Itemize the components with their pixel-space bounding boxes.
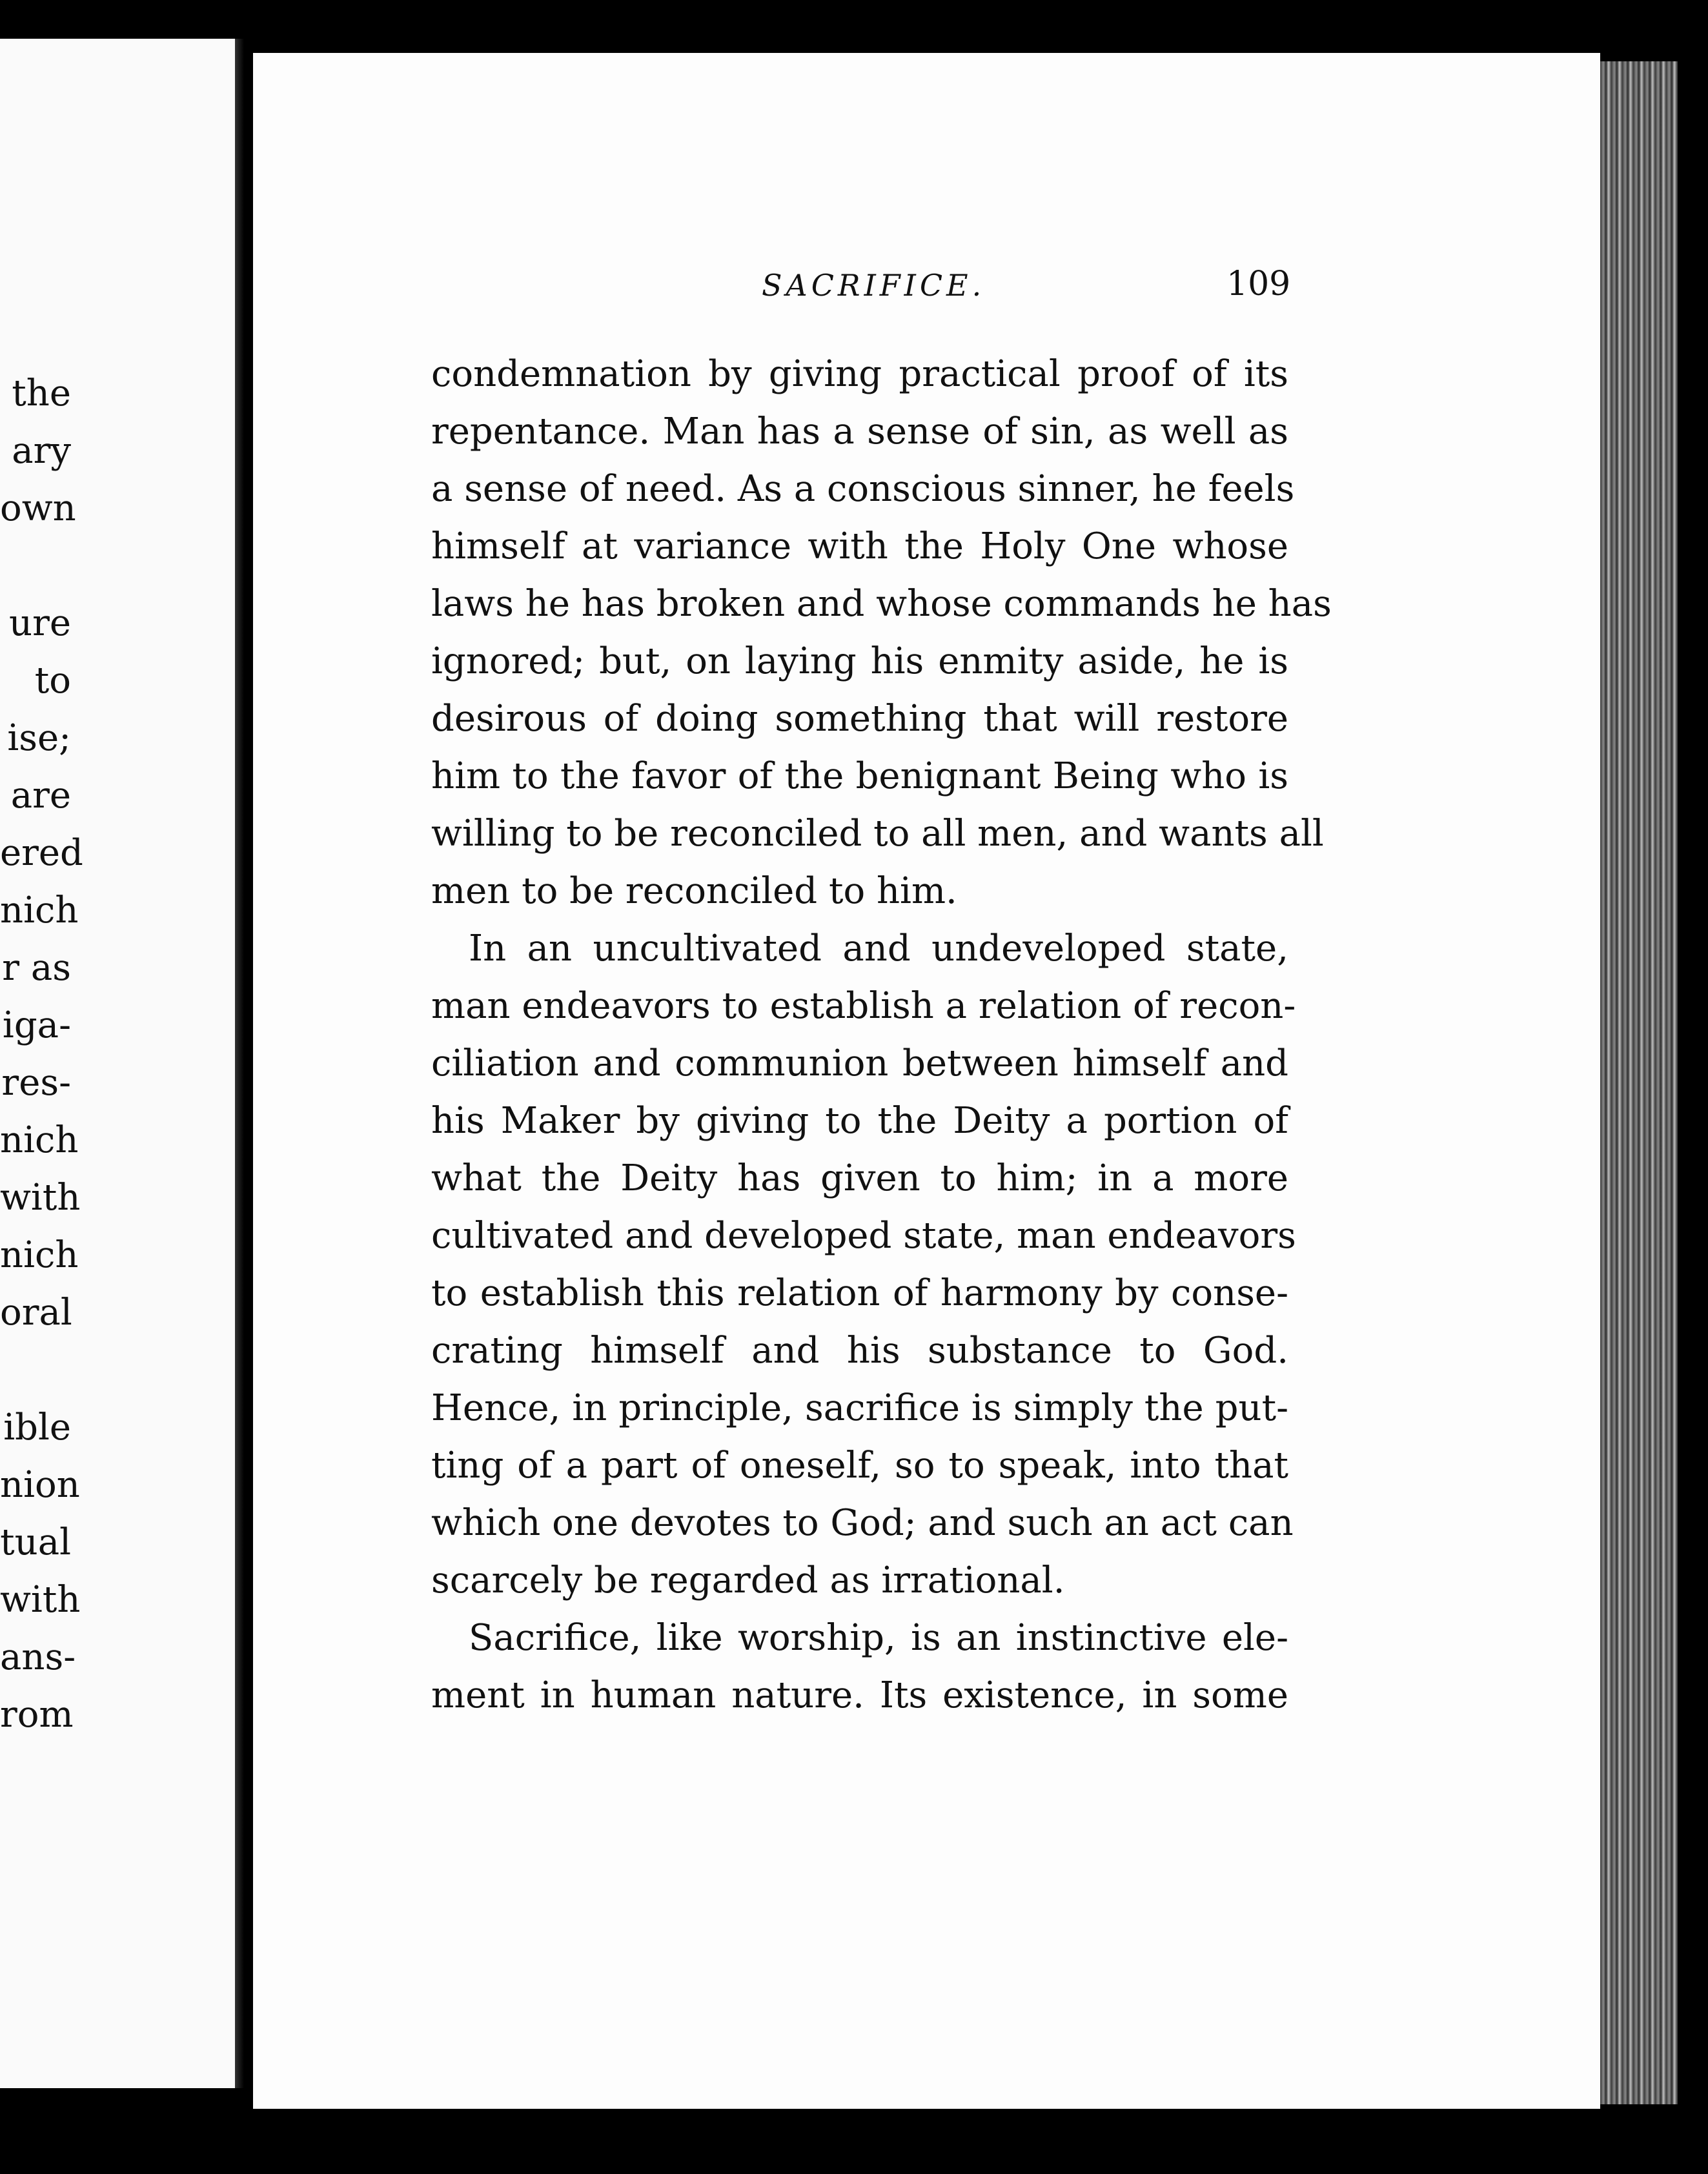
text-line: him to the favor of the benignant Being who is [431,755,1288,797]
book-gutter [235,39,244,2088]
facing-line: the [12,372,71,414]
facing-line: are [10,775,71,817]
text-line: which one devotes to God; and such an act can [431,1502,1294,1544]
facing-page-text [0,365,83,1743]
text-line: condemnation by giving practical proof of its [431,353,1288,395]
facing-line: r as [2,947,71,989]
facing-line: ible [3,1407,71,1448]
facing-line: nich [0,1234,79,1276]
facing-line: res- [1,1062,71,1104]
facing-line: own [0,487,76,529]
facing-line: nion [0,1464,80,1506]
facing-line: ered [0,832,83,874]
text-line: cultivated and developed state, man endeavors [431,1215,1296,1257]
running-title: SACRIFICE. [762,268,986,303]
text-line: men to be reconciled to him. [431,870,957,912]
text-line: Sacrifice, like worship, is an instinctive ele- [469,1617,1288,1659]
text-line: what the Deity has given to him; in a more [431,1157,1288,1199]
facing-line: iga- [2,1004,71,1046]
text-line: a sense of need. As a conscious sinner, he feels [431,468,1295,510]
facing-line: ans- [0,1636,76,1678]
text-line: repentance. Man has a sense of sin, as well as [431,411,1288,452]
text-line: crating himself and his substance to God. [431,1330,1288,1372]
facing-line: to [34,660,71,702]
text-line: willing to be reconciled to all men, and wants all [431,813,1324,855]
facing-line: nich [0,1119,79,1161]
text-line: desirous of doing something that will restore [431,698,1288,740]
facing-line: ise; [7,717,71,759]
text-line: man endeavors to establish a relation of recon- [431,985,1296,1027]
text-line: ciliation and communion between himself and [431,1042,1288,1084]
text-line: In an uncultivated and undeveloped state, [469,928,1288,970]
facing-line: tual [0,1521,71,1563]
facing-line: rom [0,1694,74,1736]
facing-page-fragment [0,39,244,2088]
facing-line [0,537,71,594]
text-line: laws he has broken and whose commands he has [431,583,1332,625]
text-line: scarcely be regarded as irrational. [431,1559,1065,1601]
facing-line: with [0,1579,81,1621]
facing-line: nich [0,889,79,931]
text-line: to establish this relation of harmony by conse- [431,1272,1288,1314]
text-line: ignored; but, on laying his enmity aside, he is [431,640,1288,682]
facing-line: ure [9,602,71,644]
facing-line: ary [12,430,71,472]
facing-line: with [0,1177,81,1219]
text-line: his Maker by giving to the Deity a portion of [431,1100,1288,1142]
page-edges [1600,61,1678,2104]
facing-line [0,1341,71,1399]
text-line: Hence, in principle, sacrifice is simply the put- [431,1387,1288,1429]
text-line: ting of a part of oneself, so to speak, into that [431,1445,1288,1487]
text-line: himself at variance with the Holy One whose [431,525,1288,567]
page-number: 109 [1226,265,1291,303]
body-text [431,345,1332,1724]
text-line: ment in human nature. Its existence, in some [431,1674,1288,1716]
facing-line: oral [0,1292,72,1334]
